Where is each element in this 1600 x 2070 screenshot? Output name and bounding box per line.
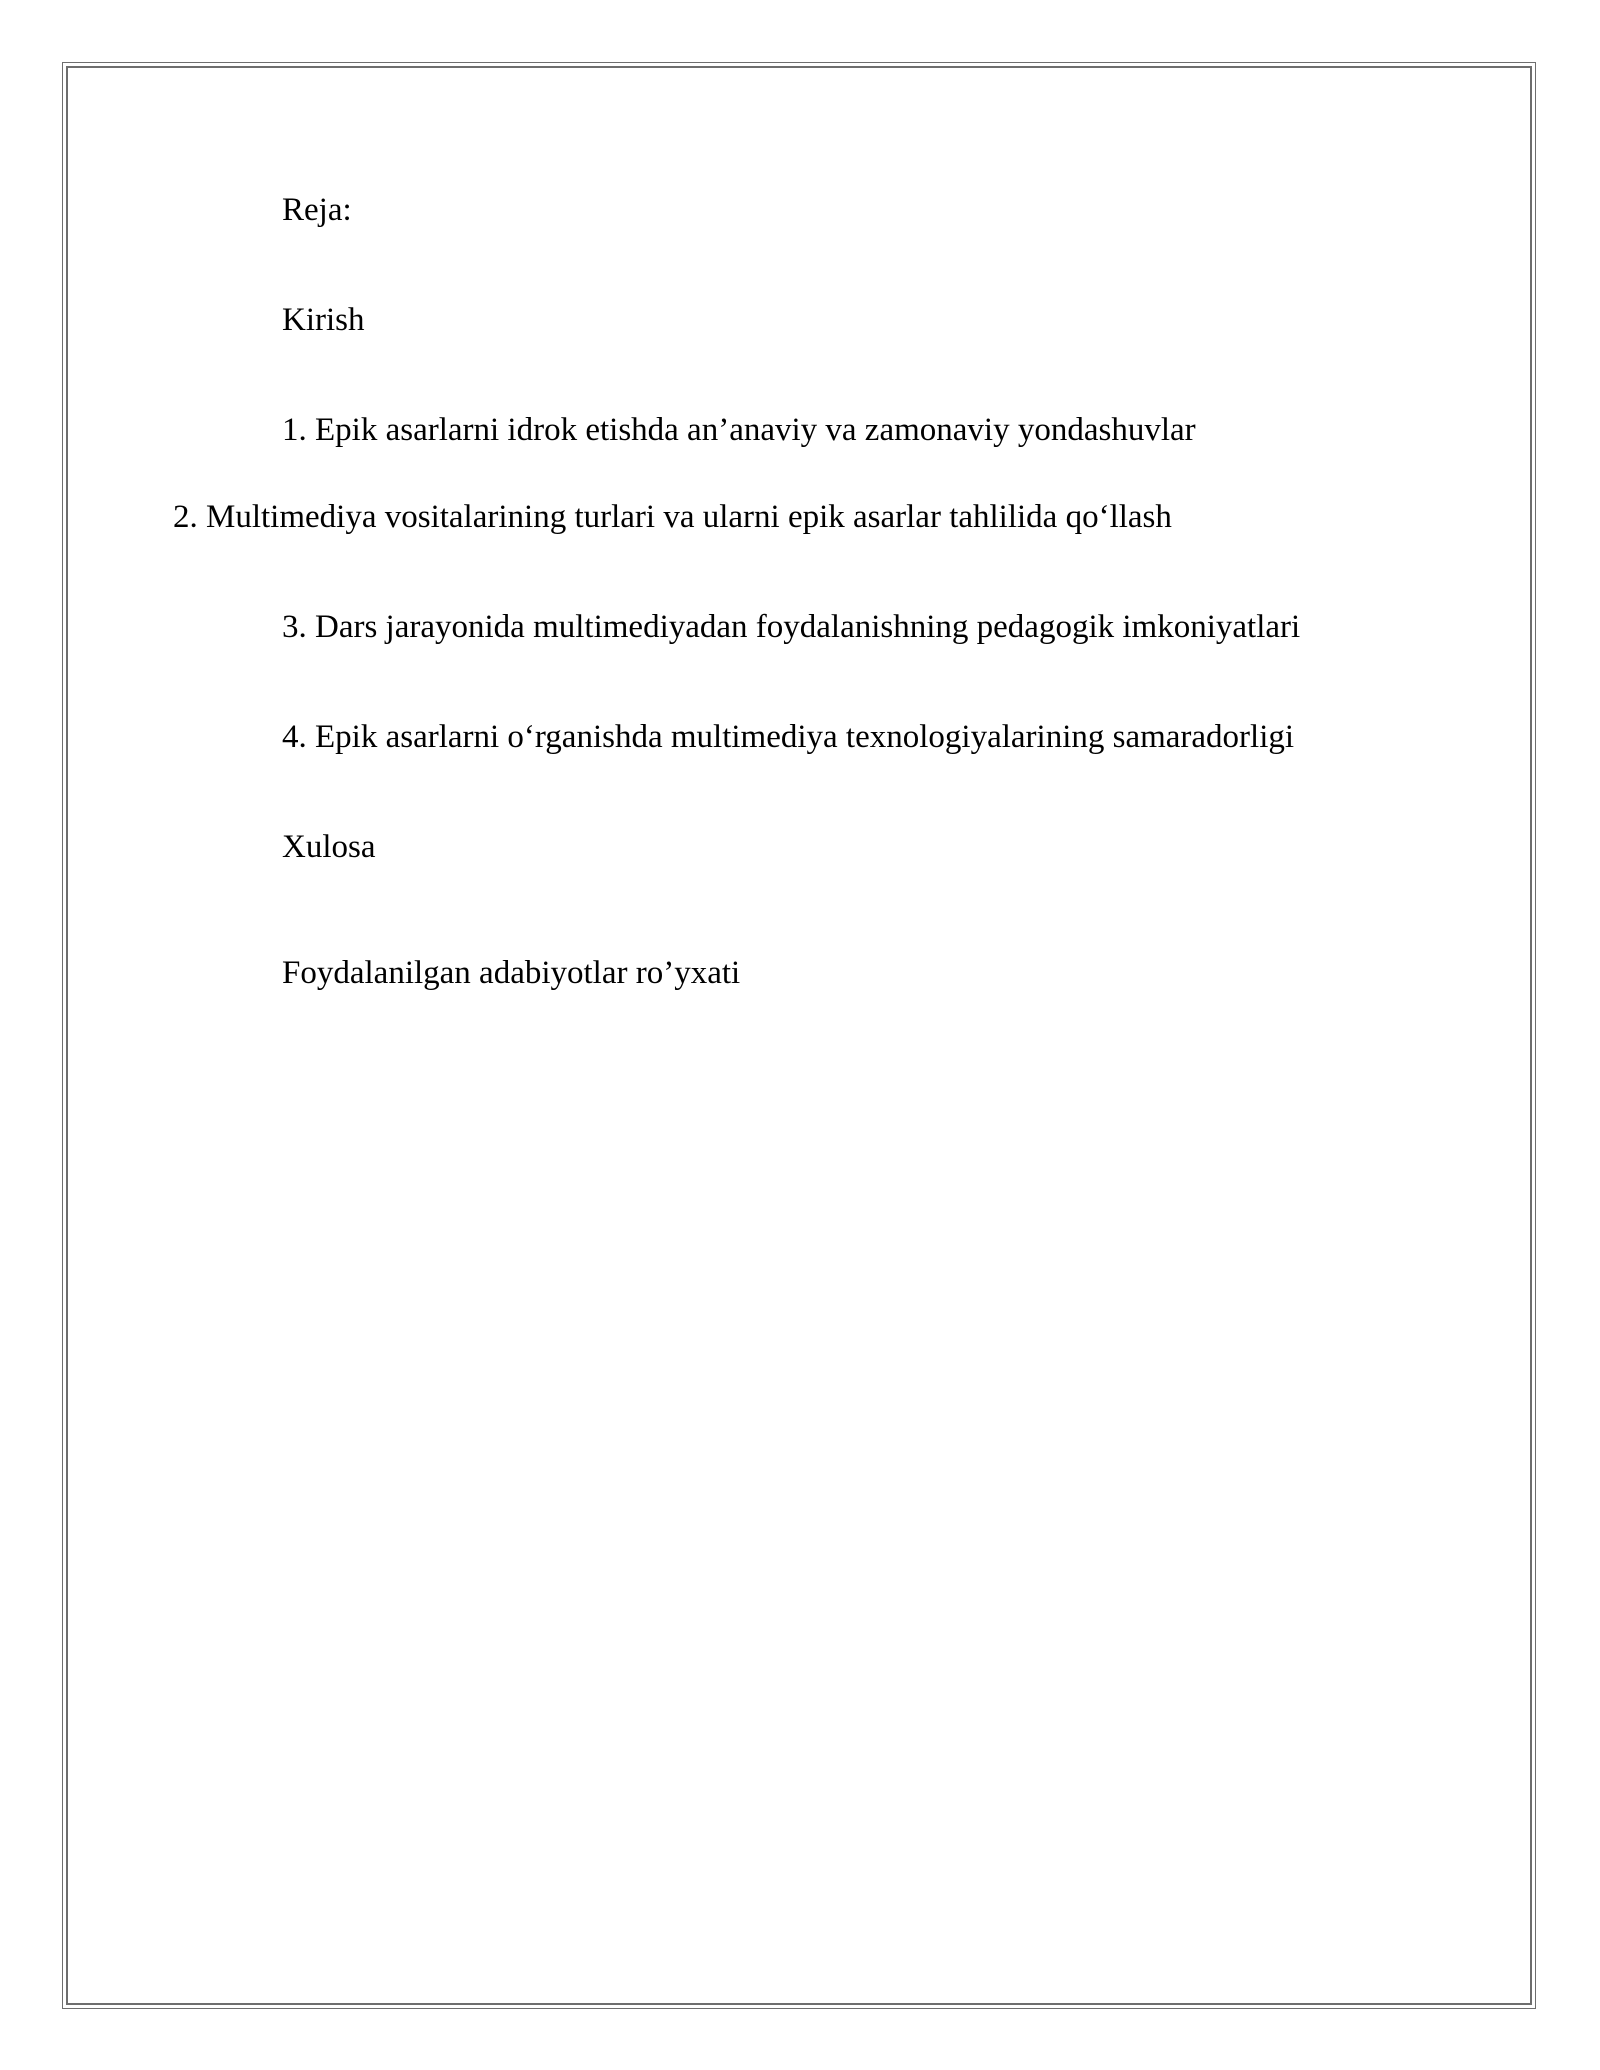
- plan-item-conclusion: Xulosa: [282, 829, 376, 865]
- plan-item-2: 2. Multimediya vositalarining turlari va ularni epik asarlar tahlilida qo‘llash: [173, 499, 1172, 535]
- plan-item-references: Foydalanilgan adabiyotlar ro’yxati: [282, 955, 741, 991]
- plan-item-introduction: Kirish: [282, 302, 365, 338]
- plan-item-1: 1. Epik asarlarni idrok etishda an’anaviy va zamonaviy yondashuvlar: [282, 412, 1196, 448]
- plan-item-3: 3. Dars jarayonida multimediyadan foydalanishning pedagogik imkoniyatlari: [282, 609, 1301, 645]
- page-border-inner: [66, 66, 1532, 2005]
- plan-heading: Reja:: [282, 192, 352, 228]
- plan-item-4: 4. Epik asarlarni o‘rganishda multimediya texnologiyalarining samaradorligi: [282, 719, 1295, 755]
- page-border: [62, 62, 1536, 2009]
